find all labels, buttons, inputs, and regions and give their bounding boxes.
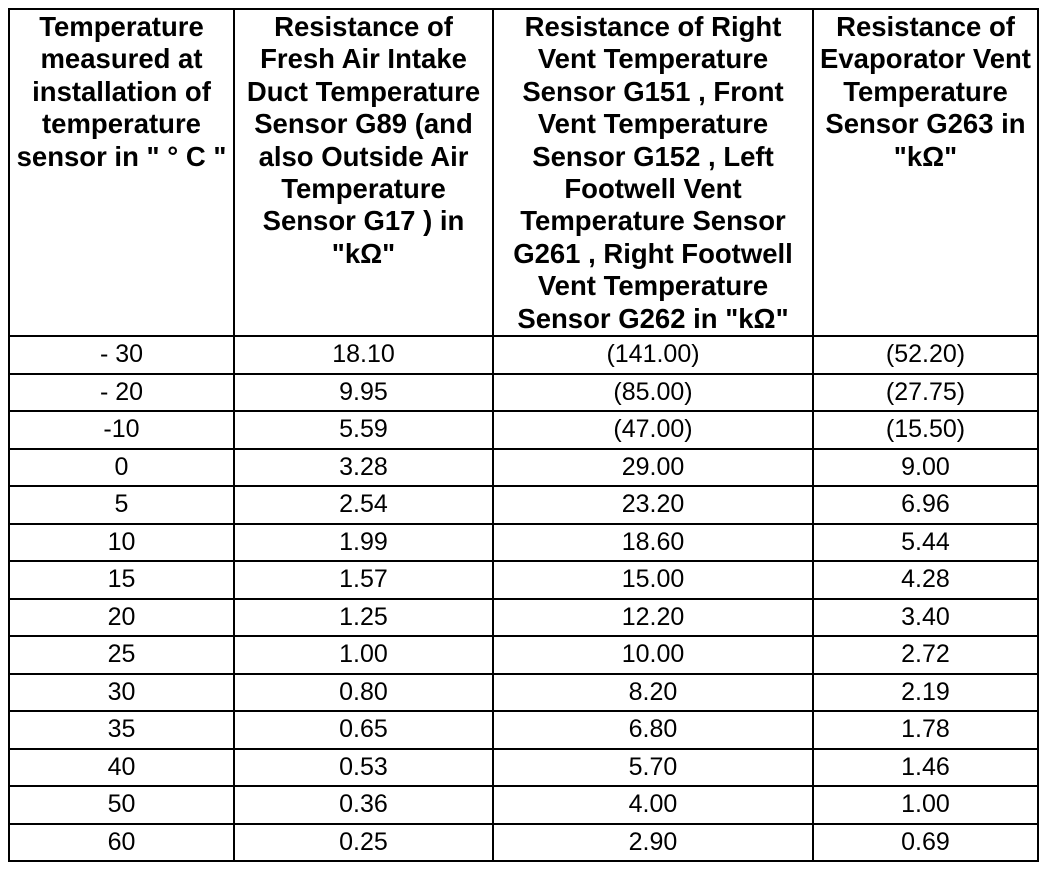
g263-resistance-cell: 0.69 bbox=[813, 824, 1038, 862]
table-row bbox=[9, 411, 1038, 449]
header-g89-resistance: Resistance of Fresh Air Intake Duct Temperature Sensor G89 (and also Outside Air Temperature Sensor G17 ) in "kΩ" bbox=[234, 9, 493, 336]
g89-resistance-cell: 0.25 bbox=[234, 824, 493, 862]
temperature-cell: 15 bbox=[9, 561, 234, 599]
g89-resistance-cell: 1.25 bbox=[234, 599, 493, 637]
g263-resistance-cell: 1.46 bbox=[813, 749, 1038, 787]
g89-resistance-cell: 0.80 bbox=[234, 674, 493, 712]
header-row bbox=[9, 9, 1038, 336]
vent-sensor-resistance-cell: (85.00) bbox=[493, 374, 813, 412]
temperature-cell: 25 bbox=[9, 636, 234, 674]
g263-resistance-cell: (15.50) bbox=[813, 411, 1038, 449]
header-temperature: Temperature measured at installation of temperature sensor in " ° C " bbox=[9, 9, 234, 336]
g89-resistance-cell: 2.54 bbox=[234, 486, 493, 524]
temperature-cell: 35 bbox=[9, 711, 234, 749]
g263-resistance-cell: (27.75) bbox=[813, 374, 1038, 412]
g89-resistance-cell: 1.00 bbox=[234, 636, 493, 674]
vent-sensor-resistance-cell: 2.90 bbox=[493, 824, 813, 862]
temperature-cell: - 30 bbox=[9, 336, 234, 374]
table-row bbox=[9, 449, 1038, 487]
g89-resistance-cell: 3.28 bbox=[234, 449, 493, 487]
table-row bbox=[9, 524, 1038, 562]
g89-resistance-cell: 9.95 bbox=[234, 374, 493, 412]
table-row bbox=[9, 336, 1038, 374]
g263-resistance-cell: 3.40 bbox=[813, 599, 1038, 637]
vent-sensor-resistance-cell: 5.70 bbox=[493, 749, 813, 787]
table-row bbox=[9, 599, 1038, 637]
temperature-cell: 10 bbox=[9, 524, 234, 562]
table-row bbox=[9, 636, 1038, 674]
vent-sensor-resistance-cell: 18.60 bbox=[493, 524, 813, 562]
temperature-cell: 30 bbox=[9, 674, 234, 712]
g263-resistance-cell: 1.78 bbox=[813, 711, 1038, 749]
temperature-cell: 60 bbox=[9, 824, 234, 862]
g263-resistance-cell: 2.19 bbox=[813, 674, 1038, 712]
sensor-resistance-table bbox=[8, 8, 1039, 862]
vent-sensor-resistance-cell: (47.00) bbox=[493, 411, 813, 449]
temperature-cell: - 20 bbox=[9, 374, 234, 412]
vent-sensor-resistance-cell: 4.00 bbox=[493, 786, 813, 824]
temperature-cell: 0 bbox=[9, 449, 234, 487]
g89-resistance-cell: 0.36 bbox=[234, 786, 493, 824]
table-body bbox=[9, 336, 1038, 861]
table-row bbox=[9, 486, 1038, 524]
g263-resistance-cell: 5.44 bbox=[813, 524, 1038, 562]
temperature-cell: 20 bbox=[9, 599, 234, 637]
vent-sensor-resistance-cell: 29.00 bbox=[493, 449, 813, 487]
g89-resistance-cell: 18.10 bbox=[234, 336, 493, 374]
vent-sensor-resistance-cell: 8.20 bbox=[493, 674, 813, 712]
header-g263-resistance: Resistance of Evaporator Vent Temperature Sensor G263 in "kΩ" bbox=[813, 9, 1038, 336]
table-row bbox=[9, 786, 1038, 824]
g263-resistance-cell: 9.00 bbox=[813, 449, 1038, 487]
vent-sensor-resistance-cell: 6.80 bbox=[493, 711, 813, 749]
header-g151-g152-g261-g262-resistance: Resistance of Right Vent Temperature Sensor G151 , Front Vent Temperature Sensor G152 , Left Footwell Vent Temperature Sensor G261 , Right Footwell Vent Temperature Sensor G262 in "kΩ" bbox=[493, 9, 813, 336]
vent-sensor-resistance-cell: 10.00 bbox=[493, 636, 813, 674]
vent-sensor-resistance-cell: 15.00 bbox=[493, 561, 813, 599]
table-row bbox=[9, 374, 1038, 412]
temperature-cell: 5 bbox=[9, 486, 234, 524]
table-row bbox=[9, 824, 1038, 862]
g263-resistance-cell: 4.28 bbox=[813, 561, 1038, 599]
g263-resistance-cell: (52.20) bbox=[813, 336, 1038, 374]
vent-sensor-resistance-cell: 23.20 bbox=[493, 486, 813, 524]
g89-resistance-cell: 0.53 bbox=[234, 749, 493, 787]
g89-resistance-cell: 5.59 bbox=[234, 411, 493, 449]
table-row bbox=[9, 749, 1038, 787]
g89-resistance-cell: 0.65 bbox=[234, 711, 493, 749]
temperature-cell: -10 bbox=[9, 411, 234, 449]
g263-resistance-cell: 1.00 bbox=[813, 786, 1038, 824]
table-row bbox=[9, 674, 1038, 712]
table-row bbox=[9, 711, 1038, 749]
g89-resistance-cell: 1.57 bbox=[234, 561, 493, 599]
temperature-cell: 40 bbox=[9, 749, 234, 787]
vent-sensor-resistance-cell: 12.20 bbox=[493, 599, 813, 637]
temperature-cell: 50 bbox=[9, 786, 234, 824]
g263-resistance-cell: 2.72 bbox=[813, 636, 1038, 674]
g263-resistance-cell: 6.96 bbox=[813, 486, 1038, 524]
vent-sensor-resistance-cell: (141.00) bbox=[493, 336, 813, 374]
table-row bbox=[9, 561, 1038, 599]
g89-resistance-cell: 1.99 bbox=[234, 524, 493, 562]
